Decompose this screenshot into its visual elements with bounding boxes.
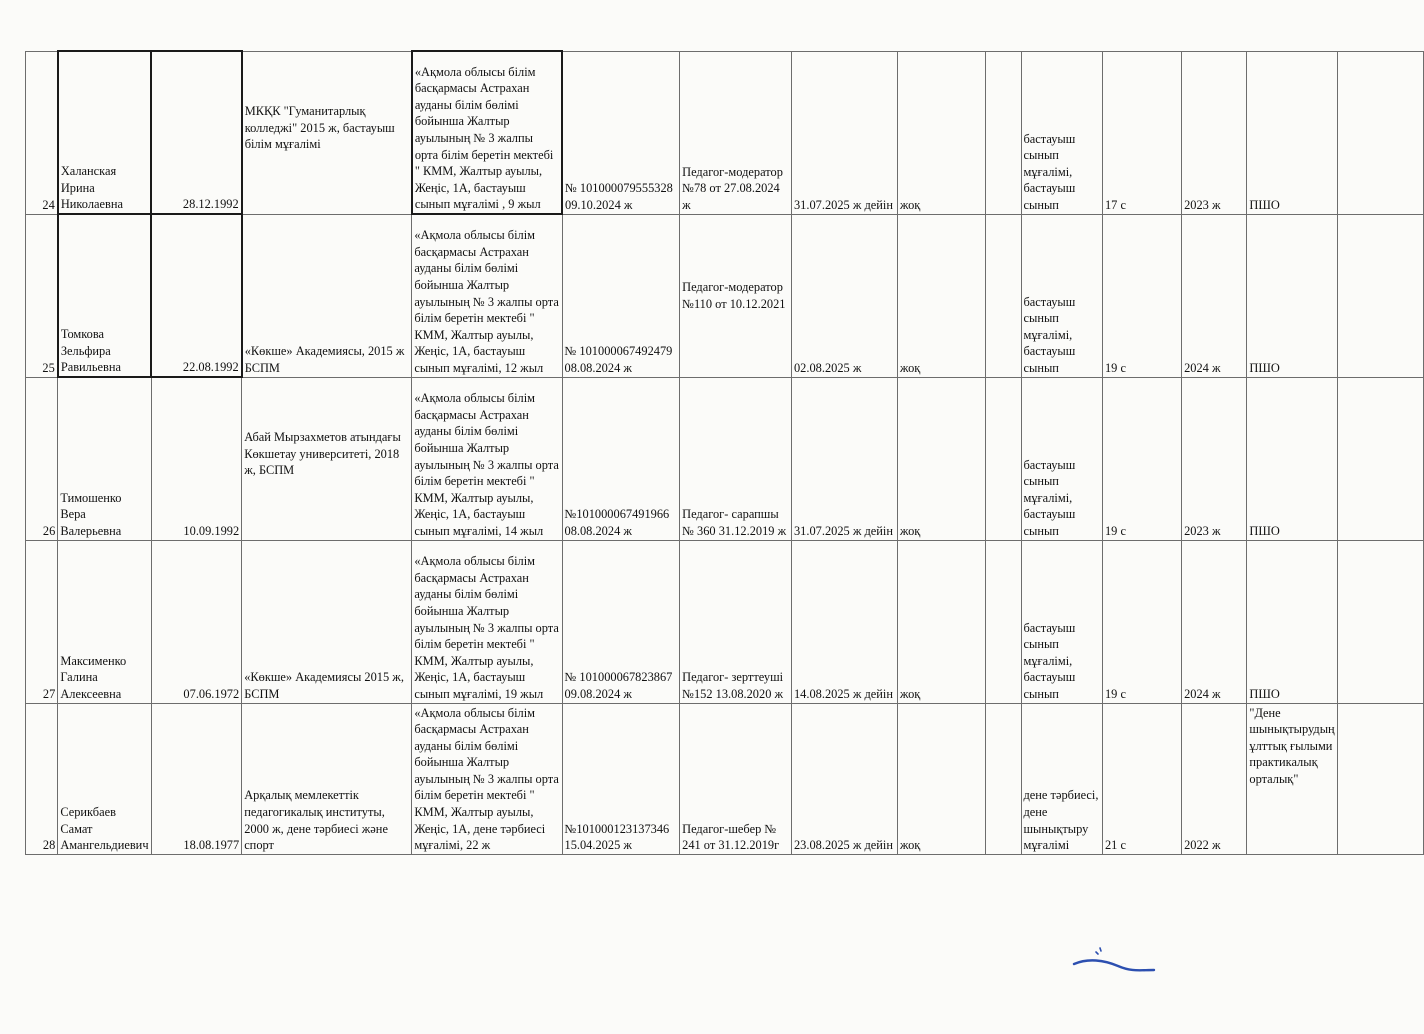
birth-date: 10.09.1992 [151,377,242,540]
qualification-category: Педагог-модератор №110 от 10.12.2021 [680,214,792,377]
valid-until: 02.08.2025 ж [791,214,897,377]
certificate-number: № 101000067823867 09.08.2024 ж [562,540,680,703]
position: бастауыш сынып мұғалімі, бастауыш сынып [1021,51,1102,214]
empty-cell [985,377,1021,540]
valid-until: 14.08.2025 ж дейін [791,540,897,703]
empty-cell [1337,377,1423,540]
table-row [26,214,1424,377]
qualification-category: Педагог-шебер № 241 от 31.12.2019г [680,703,792,854]
teacher-name: Халанская Ирина Николаевна [58,51,151,214]
training-hours: 19 с [1102,540,1181,703]
training-year: 2024 ж [1182,540,1247,703]
empty-cell [985,214,1021,377]
empty-cell [985,540,1021,703]
birth-date: 18.08.1977 [151,703,242,854]
education: «Көкше» Академиясы 2015 ж, БСПМ [242,540,412,703]
training-hours: 17 с [1102,51,1181,214]
status: жоқ [897,540,985,703]
training-organization: "Дене шынықтырудың ұлттық ғылыми практикалық орталық" [1247,703,1337,854]
birth-date: 07.06.1972 [151,540,242,703]
empty-cell [1337,540,1423,703]
qualification-category: Педагог- зерттеуші №152 13.08.2020 ж [680,540,792,703]
table-row [26,703,1424,854]
status: жоқ [897,214,985,377]
teacher-name: Тимошенко Вера Валерьевна [58,377,151,540]
valid-until: 31.07.2025 ж дейін [791,51,897,214]
certificate-number: № 101000079555328 09.10.2024 ж [562,51,680,214]
position: бастауыш сынып мұғалімі, бастауыш сынып [1021,377,1102,540]
workplace: «Ақмола облысы білім басқармасы Астрахан ауданы білім бөлімі бойынша Жалтыр ауылының № 3 жалпы орта білім беретін мектебі " КММ, Жалтыр ауылы, Жеңіс, 1А, дене тәрбиесі мұғалімі, 22 ж [412,703,562,854]
status: жоқ [897,377,985,540]
certificate-number: №101000123137346 15.04.2025 ж [562,703,680,854]
education: МКҚК "Гуманитарлық колледжі" 2015 ж, бастауыш білім мұғалімі [242,51,412,214]
qualification-category: Педагог- сарапшы № 360 31.12.2019 ж [680,377,792,540]
valid-until: 31.07.2025 ж дейін [791,377,897,540]
row-number: 25 [26,214,58,377]
training-year: 2023 ж [1182,377,1247,540]
status: жоқ [897,703,985,854]
training-organization: ПШО [1247,377,1337,540]
status: жоқ [897,51,985,214]
training-hours: 19 с [1102,214,1181,377]
training-organization: ПШО [1247,540,1337,703]
training-year: 2023 ж [1182,51,1247,214]
position: дене тәрбиесі, дене шынықтыру мұғалімі [1021,703,1102,854]
empty-cell [1337,703,1423,854]
birth-date: 28.12.1992 [151,51,242,214]
training-hours: 21 с [1102,703,1181,854]
qualification-category: Педагог-модератор №78 от 27.08.2024 ж [680,51,792,214]
empty-cell [1337,51,1423,214]
training-year: 2022 ж [1182,703,1247,854]
training-hours: 19 с [1102,377,1181,540]
row-number: 24 [26,51,58,214]
workplace: «Ақмола облысы білім басқармасы Астрахан ауданы білім бөлімі бойынша Жалтыр ауылының № 3 жалпы орта білім беретін мектебі " КММ, Жалтыр ауылы, Жеңіс, 1А, бастауыш сынып мұғалімі , 9 жыл [412,51,562,214]
position: бастауыш сынып мұғалімі, бастауыш сынып [1021,214,1102,377]
row-number: 27 [26,540,58,703]
empty-cell [985,51,1021,214]
table-row [26,51,1424,214]
education: Арқалық мемлекеттік педагогикалық институты, 2000 ж, дене тәрбиесі және спорт [242,703,412,854]
workplace: «Ақмола облысы білім басқармасы Астрахан ауданы білім бөлімі бойынша Жалтыр ауылының № 3 жалпы орта білім беретін мектебі " КММ, Жалтыр ауылы, Жеңіс, 1А, бастауыш сынып мұғалімі, 14 жыл [412,377,562,540]
training-year: 2024 ж [1182,214,1247,377]
training-organization: ПШО [1247,214,1337,377]
teacher-name: Серикбаев Самат Амангельдиевич [58,703,151,854]
education: «Көкше» Академиясы, 2015 ж БСПМ [242,214,412,377]
row-number: 26 [26,377,58,540]
table-row [26,377,1424,540]
certificate-number: №101000067491966 08.08.2024 ж [562,377,680,540]
empty-cell [985,703,1021,854]
empty-cell [1337,214,1423,377]
certificate-number: № 101000067492479 08.08.2024 ж [562,214,680,377]
education: Абай Мырзахметов атындағы Көкшетау университеті, 2018 ж, БСПМ [242,377,412,540]
teacher-name: Максименко Галина Алексеевна [58,540,151,703]
birth-date: 22.08.1992 [151,214,242,377]
training-organization: ПШО [1247,51,1337,214]
position: бастауыш сынып мұғалімі, бастауыш сынып [1021,540,1102,703]
workplace: «Ақмола облысы білім басқармасы Астрахан ауданы білім бөлімі бойынша Жалтыр ауылының № 3 жалпы орта білім беретін мектебі " КММ, Жалтыр ауылы, Жеңіс, 1А, бастауыш сынып мұғалімі, 19 жыл [412,540,562,703]
valid-until: 23.08.2025 ж дейін [791,703,897,854]
table-row [26,540,1424,703]
pen-mark-icon [1070,940,1160,980]
workplace: «Ақмола облысы білім басқармасы Астрахан ауданы білім бөлімі бойынша Жалтыр ауылының № 3 жалпы орта білім беретін мектебі " КММ, Жалтыр ауылы, Жеңіс, 1А, бастауыш сынып мұғалімі, 12 жыл [412,214,562,377]
row-number: 28 [26,703,58,854]
teacher-name: Томкова Зельфира Равильевна [58,214,151,377]
staff-table [25,50,1424,855]
